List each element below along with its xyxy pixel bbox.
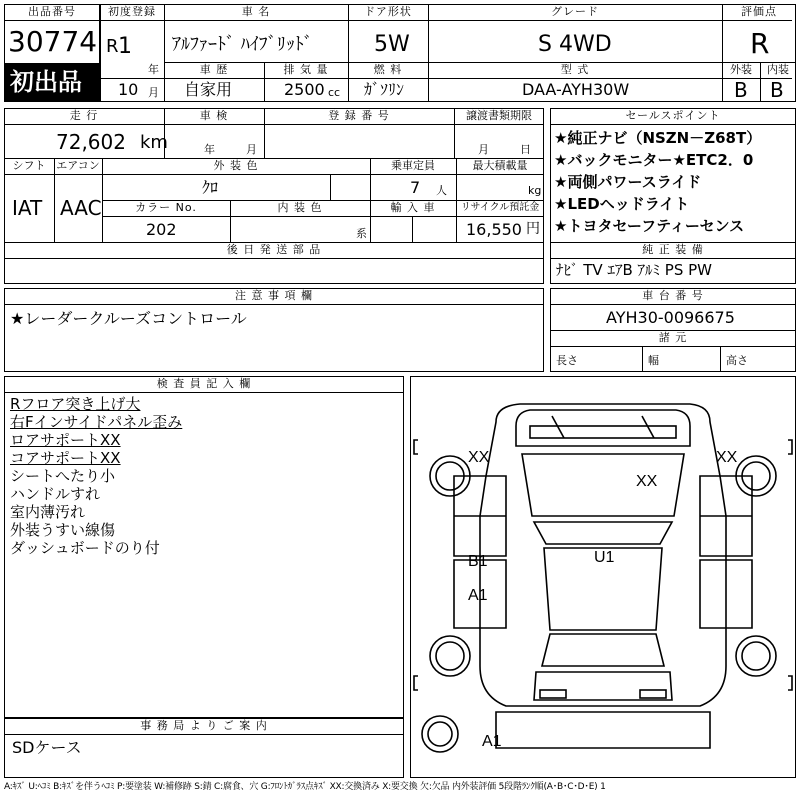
caution-label: 注 意 事 項 欄 bbox=[235, 289, 313, 302]
exterior-label: 外装 bbox=[730, 63, 752, 76]
km-unit: km bbox=[140, 132, 168, 153]
mileage-label: 走 行 bbox=[69, 109, 99, 122]
footer-legend: A:ｷｽﾞ U:ﾍｺﾐ B:ｷｽﾞを伴うﾍｺﾐ P:要塗装 W:補修跡 S:錆 C:腐食、穴 G:ﾌﾛﾝﾄｶﾞﾗｽ点ｷｽﾞ XX:交換済み X:要交換 欠:欠品 内外装評価 5段階ﾗﾝｸ順(A･B･C･D･E) 1 bbox=[4, 782, 606, 792]
sales-point-item: ★LEDヘッドライト bbox=[554, 195, 690, 213]
transfer-month-unit: 月 bbox=[478, 143, 489, 156]
inspection-label: 車 検 bbox=[199, 109, 229, 122]
width-label: 幅 bbox=[648, 354, 659, 367]
mark-front-right: XX bbox=[716, 449, 738, 466]
inspection-month-unit: 月 bbox=[246, 143, 257, 156]
inspector-note: コアサポートXX bbox=[10, 449, 121, 467]
office-text: SDケース bbox=[12, 738, 82, 757]
year-unit: 年 bbox=[148, 63, 159, 76]
caution-text: ★レーダークルーズコントロール bbox=[10, 309, 247, 328]
inspector-notes bbox=[10, 395, 182, 557]
door-label: ドア形状 bbox=[364, 5, 412, 18]
inspector-note: ダッシュボードのり付 bbox=[10, 539, 160, 557]
transfer-day-unit: 日 bbox=[520, 143, 531, 156]
lot-label: 出品番号 bbox=[28, 5, 76, 18]
inspector-note: シートへたり小 bbox=[10, 467, 116, 485]
era-year: 1 bbox=[118, 34, 132, 59]
aircon-label: エアコン bbox=[56, 159, 100, 172]
mark-front-left: XX bbox=[468, 449, 490, 466]
chassis-label: 車 台 番 号 bbox=[642, 289, 704, 302]
car-name: ｱﾙﾌｧｰﾄﾞ ﾊｲﾌﾞﾘｯﾄﾞ bbox=[172, 34, 313, 55]
interior-label: 内装 bbox=[767, 63, 789, 76]
reg-no-label: 登 録 番 号 bbox=[328, 109, 390, 122]
recycle-unit: 円 bbox=[526, 221, 540, 237]
inspector-note: ロアサポートXX bbox=[10, 431, 121, 449]
max-load-unit: kg bbox=[528, 184, 542, 197]
month: 10 bbox=[118, 80, 139, 99]
inspector-note: ハンドルすれ bbox=[10, 485, 101, 503]
fuel: ｶﾞｿﾘﾝ bbox=[364, 80, 405, 99]
cc-unit: cc bbox=[328, 86, 341, 99]
first-reg-label: 初度登録 bbox=[108, 5, 156, 18]
capacity-unit: 人 bbox=[436, 184, 447, 197]
recycle: 16,550 bbox=[466, 220, 522, 239]
grade-label: グレード bbox=[551, 5, 599, 18]
equipment-label: 純 正 装 備 bbox=[642, 243, 704, 256]
mileage: 72,602 bbox=[56, 130, 126, 154]
inspector-note: 室内薄汚れ bbox=[10, 503, 86, 521]
office-label: 事 務 局 よ り ご 案 内 bbox=[140, 719, 268, 732]
shift: IAT bbox=[12, 196, 43, 220]
ext-color-label: 外 装 色 bbox=[213, 159, 259, 172]
month-unit: 月 bbox=[148, 86, 159, 99]
inspector-label: 検 査 員 記 入 欄 bbox=[156, 377, 252, 390]
sales-point-item: ★両側パワースライド bbox=[554, 173, 702, 191]
inspector-note: 右Fインサイドパネル歪み bbox=[10, 413, 183, 431]
sales-point-item: ★トヨタセーフティーセンス bbox=[554, 217, 745, 235]
fuel-label: 燃 料 bbox=[373, 63, 403, 76]
car-name-label: 車 名 bbox=[241, 5, 271, 18]
inspector-note: Rフロア突き上げ大 bbox=[10, 395, 141, 413]
height-label: 高さ bbox=[726, 354, 748, 367]
score-label: 評価点 bbox=[741, 5, 777, 18]
first-listing-text: 初出品 bbox=[10, 68, 82, 96]
lot-number: 30774 bbox=[8, 25, 98, 58]
displacement: 2500 bbox=[284, 80, 325, 99]
history-label: 車 歴 bbox=[199, 63, 229, 76]
mark-center: U1 bbox=[594, 549, 615, 566]
dims-label: 諸 元 bbox=[658, 331, 688, 344]
car-diagram bbox=[410, 376, 796, 778]
sales-points-label: セールスポイント bbox=[625, 109, 721, 122]
later-parts-label: 後 日 発 送 部 品 bbox=[226, 243, 322, 256]
model-label: 型 式 bbox=[560, 63, 590, 76]
displacement-label: 排 気 量 bbox=[283, 63, 329, 76]
model: DAA-AYH30W bbox=[522, 80, 630, 99]
int-color-label: 内 装 色 bbox=[277, 201, 323, 214]
score: R bbox=[750, 27, 770, 60]
capacity: 7 bbox=[410, 178, 421, 197]
mark-left-upper: B1 bbox=[468, 553, 488, 570]
chassis-number: AYH30-0096675 bbox=[606, 308, 735, 327]
int-color-unit: 系 bbox=[356, 227, 367, 240]
color-no-label: カラー No. bbox=[135, 201, 197, 214]
grade: S 4WD bbox=[538, 32, 612, 57]
aircon: AAC bbox=[60, 196, 102, 220]
shift-label: シフト bbox=[12, 159, 46, 172]
mark-hood: XX bbox=[636, 473, 658, 490]
equipment: ﾅﾋﾞ TV ｴｱB ｱﾙﾐ PS PW bbox=[556, 261, 712, 279]
ext-color: ｸﾛ bbox=[202, 178, 219, 197]
inspection-year-unit: 年 bbox=[204, 143, 215, 156]
sales-point-item: ★純正ナビ（NSZN－Z68T） bbox=[554, 129, 762, 147]
interior: B bbox=[770, 78, 784, 102]
mark-rear: A1 bbox=[482, 733, 502, 750]
inspector-note: 外装うすい線傷 bbox=[10, 521, 116, 539]
capacity-label: 乗車定員 bbox=[391, 159, 435, 172]
max-load-label: 最大積載量 bbox=[472, 159, 528, 172]
mark-left-lower: A1 bbox=[468, 587, 488, 604]
door: 5W bbox=[374, 32, 410, 57]
era: R bbox=[106, 36, 119, 57]
sales-point-item: ★バックモニター★ETC2．0 bbox=[554, 151, 754, 169]
history: 自家用 bbox=[184, 80, 233, 99]
exterior: B bbox=[734, 78, 748, 102]
length-label: 長さ bbox=[556, 354, 578, 367]
recycle-label: リサイクル預託金 bbox=[460, 202, 540, 213]
import-label: 輸 入 車 bbox=[390, 201, 436, 214]
transfer-label: 譲渡書類期限 bbox=[466, 109, 532, 122]
color-no: 202 bbox=[146, 220, 177, 239]
